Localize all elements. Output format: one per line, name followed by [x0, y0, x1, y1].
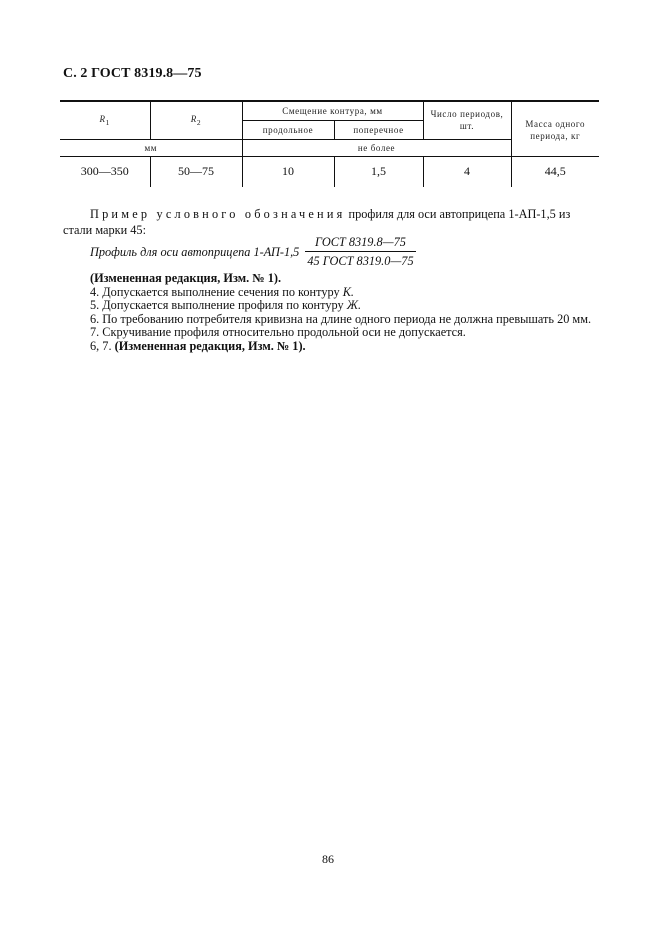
header-mass: Масса одного периода, кг	[511, 101, 599, 156]
example-text-2: стали марки 45:	[63, 223, 146, 237]
formula-denominator: 45 ГОСТ 8319.0—75	[307, 254, 414, 268]
item-5-letter: Ж.	[346, 298, 362, 313]
item-4-text: 4. Допускается выполнение сечения по контуру	[90, 284, 343, 299]
header-periods: Число периодов, шт.	[423, 101, 511, 139]
header-shift-long: продольное	[242, 120, 334, 139]
notes-list	[90, 272, 591, 354]
cell-r1: 300—350	[60, 156, 150, 187]
example-text-1: профиля для оси автоприцепа 1-АП-1,5 из	[345, 207, 571, 221]
r1-subscript: 1	[105, 117, 110, 127]
cell-periods: 4	[423, 156, 511, 187]
page-number: 86	[322, 852, 334, 866]
cell-mass: 44,5	[511, 156, 599, 187]
formula-prefix: Профиль для оси автоприцепа 1-АП-1,5	[90, 244, 300, 259]
formula-fraction	[305, 235, 415, 269]
r1-symbol: R	[99, 113, 106, 124]
units-max: не более	[242, 139, 511, 156]
edit-note-1: (Измененная редакция, Изм. № 1).	[90, 271, 282, 285]
r2-subscript: 2	[196, 117, 202, 127]
example-paragraph	[63, 206, 603, 238]
units-mm: мм	[60, 139, 242, 156]
header-r2	[150, 101, 242, 139]
r2-symbol: R	[190, 113, 197, 124]
page-header: С. 2 ГОСТ 8319.8—75	[63, 66, 202, 81]
header-shift: Смещение контура, мм	[242, 101, 423, 120]
cell-r2: 50—75	[150, 156, 242, 187]
edit-note-2	[90, 340, 591, 354]
spec-table	[60, 100, 599, 187]
item-4-letter: К.	[342, 284, 354, 299]
header-shift-cross: поперечное	[334, 120, 423, 139]
edit-2-prefix: 6, 7.	[90, 338, 115, 353]
designation-formula	[90, 235, 416, 269]
note-item-6: 6. По требованию потребителя кривизна на длине одного периода не должна превышать 20 мм.	[90, 311, 592, 326]
cell-shift-cross: 1,5	[334, 156, 423, 187]
edit-2-text: (Измененная редакция, Изм. № 1).	[114, 338, 306, 353]
note-item-4	[90, 286, 591, 300]
header-r1	[60, 101, 150, 139]
example-lead: Пример условного обозначения	[90, 207, 346, 221]
cell-shift-long: 10	[242, 156, 334, 187]
note-item-7: 7. Скручивание профиля относительно продольной оси не допускается.	[90, 325, 466, 340]
formula-numerator: ГОСТ 8319.8—75	[305, 235, 415, 252]
item-5-text: 5. Допускается выполнение профиля по контуру	[90, 298, 347, 313]
note-item-5	[90, 299, 591, 313]
